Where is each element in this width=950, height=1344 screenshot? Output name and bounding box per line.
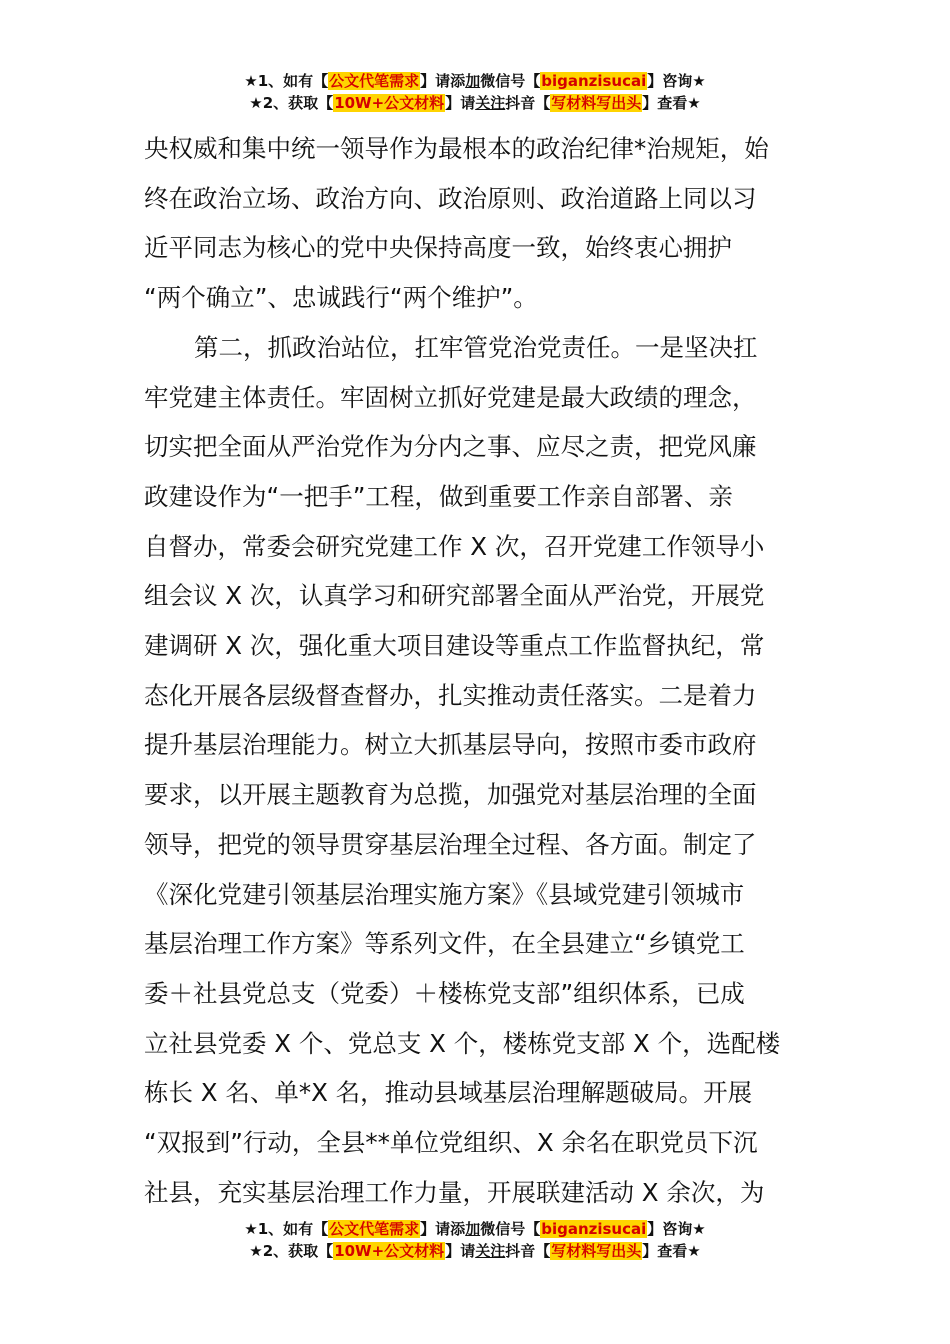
- promo-text: 微信号【: [480, 72, 541, 90]
- text-line: 提升基层治理能力。树立大抓基层导向，按照市委市政府: [144, 730, 757, 760]
- promo-line-2: [0, 1240, 950, 1262]
- promo-underlined: 关注: [475, 94, 506, 112]
- promo-line-2: [0, 92, 950, 114]
- text-line: 牢党建主体责任。牢固树立抓好党建是最大政绩的理念，: [144, 382, 757, 412]
- text-line: 委＋社县党总支（党委）＋楼栋党支部”组织体系，已成: [144, 978, 745, 1008]
- text-line: 组会议 X 次，认真学习和研究部署全面从严治党，开展党: [144, 581, 765, 611]
- promo-highlight: 公文代笔需求: [329, 1220, 420, 1238]
- promo-text: 】请: [445, 94, 476, 112]
- text-line: 自督办，常委会研究党建工作 X 次，召开党建工作领导小: [144, 531, 765, 561]
- promo-wechat-id: biganzisucai: [541, 1220, 647, 1238]
- promo-wechat-id: biganzisucai: [541, 72, 647, 90]
- promo-text: 抖音【: [505, 94, 551, 112]
- promo-underlined: 关注: [475, 1242, 506, 1260]
- text-line: 社县，充实基层治理工作力量，开展联建活动 X 余次，为: [144, 1177, 765, 1207]
- promo-line-1: [0, 70, 950, 92]
- footer-promo-banner: [0, 1218, 950, 1262]
- text-line: 终在政治立场、政治方向、政治原则、政治道路上同以习: [144, 183, 757, 213]
- promo-text: ★2、获取【: [249, 1242, 334, 1260]
- promo-underlined: 加: [465, 1220, 481, 1238]
- text-line: “双报到”行动，全县**单位党组织、X 余名在职党员下沉: [144, 1128, 758, 1158]
- text-line: 建调研 X 次，强化重大项目建设等重点工作监督执纪，常: [144, 631, 765, 661]
- promo-text: 】咨询★: [647, 1220, 706, 1238]
- promo-douyin-id: 写材料写出头: [551, 1242, 642, 1260]
- promo-text: 】请添: [420, 72, 466, 90]
- promo-text: ★1、如有【: [244, 72, 329, 90]
- document-body: [144, 124, 814, 1217]
- text-line: 要求，以开展主题教育为总揽，加强党对基层治理的全面: [144, 780, 757, 810]
- text-line: 栋长 X 名、单*X 名，推动县域基层治理解题破局。开展: [144, 1078, 753, 1108]
- text-line: 《深化党建引领基层治理实施方案》《县域党建引领城市: [144, 879, 745, 909]
- promo-text: 抖音【: [505, 1242, 551, 1260]
- promo-underlined: 加: [465, 72, 481, 90]
- promo-line-1: [0, 1218, 950, 1240]
- promo-text: ★2、获取【: [249, 94, 334, 112]
- promo-highlight: 10W+公文材料: [334, 1242, 445, 1260]
- text-line: 立社县党委 X 个、党总支 X 个，楼栋党支部 X 个，选配楼: [144, 1028, 781, 1058]
- promo-douyin-id: 写材料写出头: [551, 94, 642, 112]
- text-line: 近平同志为核心的党中央保持高度一致，始终衷心拥护: [144, 233, 732, 263]
- promo-highlight: 10W+公文材料: [334, 94, 445, 112]
- text-line: “两个确立”、忠诚践行“两个维护”。: [144, 283, 538, 313]
- promo-text: ★1、如有【: [244, 1220, 329, 1238]
- promo-text: 】查看★: [642, 94, 701, 112]
- promo-text: 】咨询★: [647, 72, 706, 90]
- promo-text: 】请: [445, 1242, 476, 1260]
- text-line: 切实把全面从严治党作为分内之事、应尽之责，把党风廉: [144, 432, 757, 462]
- promo-highlight: 公文代笔需求: [329, 72, 420, 90]
- text-line: 基层治理工作方案》等系列文件，在全县建立“乡镇党工: [144, 929, 745, 959]
- paragraph-start-line: 第二，抓政治站位，扛牢管党治党责任。一是坚决扛: [194, 332, 758, 362]
- header-promo-banner: [0, 70, 950, 114]
- text-line: 央权威和集中统一领导作为最根本的政治纪律*治规矩，始: [144, 134, 769, 163]
- text-line: 态化开展各层级督查督办，扎实推动责任落实。二是着力: [144, 680, 757, 710]
- text-line: 政建设作为“一把手”工程，做到重要工作亲自部署、亲: [144, 481, 733, 511]
- promo-text: 】查看★: [642, 1242, 701, 1260]
- text-line: 领导，把党的领导贯穿基层治理全过程、各方面。制定了: [144, 829, 757, 859]
- promo-text: 微信号【: [480, 1220, 541, 1238]
- promo-text: 】请添: [420, 1220, 466, 1238]
